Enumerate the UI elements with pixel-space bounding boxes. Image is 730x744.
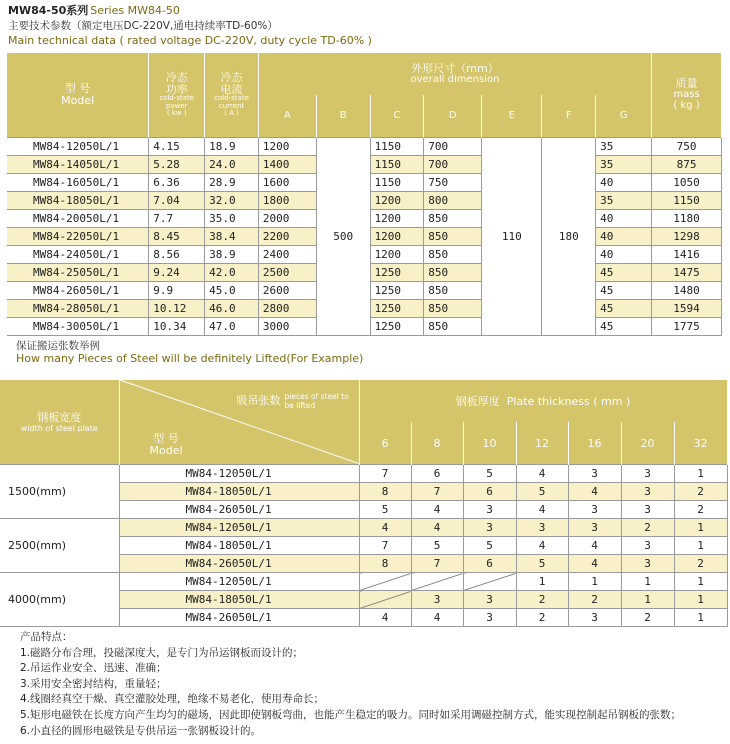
cell-G: 40 [596,245,652,263]
cell-model: MW84-18050L/1 [119,537,359,555]
cell-model: MW84-18050L/1 [119,483,359,501]
cell-power: 7.04 [149,191,205,209]
cell-C: 1200 [370,245,424,263]
col-group-dimension: 外形尺寸（mm） overall dimension [258,53,651,95]
feature-item: 2.吊运作业安全、迅速、准确； [20,662,167,675]
cell-E-merged: 110 [482,137,542,335]
cell-D: 800 [424,191,482,209]
cell-A: 2500 [258,263,316,281]
cell-pieces: 5 [463,537,516,555]
cell-mass: 1180 [652,209,722,227]
cell-power: 9.24 [149,263,205,281]
cell-pieces: 3 [411,591,463,609]
cell-C: 1250 [370,281,424,299]
cell-pieces: 5 [411,537,463,555]
cell-not-applicable [359,591,411,609]
cell-pieces: 4 [359,519,411,537]
cell-pieces: 8 [359,483,411,501]
table-row [0,519,727,537]
cell-model: MW84-12050L/1 [119,519,359,537]
cell-power: 4.15 [149,137,205,155]
params-title-en: Main technical data ( rated voltage DC-220V, duty cycle TD-60% ) [8,34,372,47]
cell-pieces: 2 [568,591,621,609]
cell-model: MW84-12050L/1 [119,573,359,591]
col-mass: 质量 mass ( kg ) [652,53,722,137]
cell-D: 700 [424,155,482,173]
col-E: E [482,95,542,137]
cell-C: 1150 [370,155,424,173]
cell-pieces: 7 [411,483,463,501]
cell-D: 850 [424,263,482,281]
feature-item: 1.磁路分布合理，投磁深度大，是专门为吊运钢板而设计的； [20,646,304,659]
cell-G: 40 [596,227,652,245]
cell-pieces: 6 [463,483,516,501]
feature-item: 3.采用安全密封结构，重量轻； [20,677,167,690]
cell-pieces: 6 [463,555,516,573]
cell-A: 1600 [258,173,316,191]
col-F: F [542,95,596,137]
cell-G: 35 [596,155,652,173]
cell-current: 18.9 [205,137,259,155]
cell-model: MW84-24050L/1 [7,245,149,263]
cell-current: 38.9 [205,245,259,263]
model-label: 型 号 Model [149,431,183,458]
cell-pieces: 6 [411,465,463,483]
cell-G: 45 [596,281,652,299]
col-plate-width: 钢板宽度 width of steel plate [0,380,119,465]
cell-C: 1150 [370,173,424,191]
cell-power: 10.34 [149,317,205,335]
series-title-en: Series MW84-50 [90,4,180,17]
col-thickness-10: 10 [463,422,516,464]
cell-D: 850 [424,299,482,317]
cell-C: 1200 [370,209,424,227]
cell-model: MW84-12050L/1 [119,465,359,483]
cell-mass: 1775 [652,317,722,335]
cell-pieces: 7 [411,555,463,573]
pieces-label: 吸吊张数 pieces of steel to be lifted [236,392,349,410]
cell-pieces: 3 [516,519,568,537]
lifted-note-en: How many Pieces of Steel will be definitely Lifted(For Example) [16,352,364,365]
cell-A: 2200 [258,227,316,245]
cell-D: 850 [424,245,482,263]
cell-model: MW84-28050L/1 [7,299,149,317]
cell-current: 47.0 [205,317,259,335]
cell-model: MW84-18050L/1 [119,591,359,609]
cell-pieces: 3 [463,591,516,609]
cell-pieces: 2 [621,609,674,627]
cell-pieces: 4 [411,501,463,519]
cell-C: 1200 [370,227,424,245]
cell-pieces: 3 [568,519,621,537]
col-G: G [596,95,652,137]
cell-pieces: 5 [359,501,411,519]
table-row [7,137,722,155]
cell-mass: 1050 [652,173,722,191]
table-row [0,573,727,591]
cell-A: 3000 [258,317,316,335]
col-power: 冷态 功率 cold-state power ( kw ) [149,53,205,137]
cell-mass: 1475 [652,263,722,281]
col-thickness-20: 20 [621,422,674,464]
cell-C: 1250 [370,299,424,317]
features-title: 产品特点： [20,631,73,643]
cell-current: 28.9 [205,173,259,191]
cell-plate-width: 1500(mm) [0,465,119,519]
cell-A: 1400 [258,155,316,173]
cell-pieces: 1 [674,465,727,483]
col-A: A [258,95,316,137]
cell-pieces: 1 [621,573,674,591]
cell-pieces: 2 [674,483,727,501]
cell-pieces: 2 [516,591,568,609]
cell-model: MW84-22050L/1 [7,227,149,245]
cell-power: 8.56 [149,245,205,263]
cell-pieces: 3 [568,501,621,519]
cell-not-applicable [463,573,516,591]
cell-model: MW84-26050L/1 [119,555,359,573]
cell-pieces: 4 [516,501,568,519]
cell-mass: 1150 [652,191,722,209]
cell-G: 45 [596,317,652,335]
cell-mass: 750 [652,137,722,155]
col-thickness-6: 6 [359,422,411,464]
cell-pieces: 4 [568,483,621,501]
cell-pieces: 3 [621,537,674,555]
cell-pieces: 3 [463,609,516,627]
feature-item: 4.线圈经真空干燥、真空灌胶处理，绝缘不易老化，使用寿命长； [20,693,325,706]
col-thickness-32: 32 [674,422,727,464]
cell-pieces: 4 [516,465,568,483]
cell-D: 850 [424,209,482,227]
cell-not-applicable [359,573,411,591]
cell-pieces: 1 [516,573,568,591]
cell-C: 1200 [370,191,424,209]
cell-pieces: 4 [411,519,463,537]
cell-pieces: 1 [674,519,727,537]
cell-pieces: 2 [516,609,568,627]
cell-A: 1800 [258,191,316,209]
table-row [0,465,727,483]
cell-pieces: 1 [674,537,727,555]
cell-current: 42.0 [205,263,259,281]
cell-model: MW84-14050L/1 [7,155,149,173]
cell-current: 45.0 [205,281,259,299]
cell-current: 32.0 [205,191,259,209]
col-D: D [424,95,482,137]
cell-D: 750 [424,173,482,191]
cell-model: MW84-18050L/1 [7,191,149,209]
cell-pieces: 4 [568,537,621,555]
cell-model: MW84-16050L/1 [7,173,149,191]
cell-current: 35.0 [205,209,259,227]
cell-not-applicable [411,573,463,591]
cell-G: 40 [596,173,652,191]
params-title-cn: 主要技术参数（额定电压DC-220V,通电持续率TD-60%） [8,20,278,32]
cell-power: 8.45 [149,227,205,245]
cell-pieces: 5 [516,483,568,501]
cell-mass: 1594 [652,299,722,317]
lifted-note-cn: 保证搬运张数举例 [16,340,100,352]
cell-C: 1250 [370,263,424,281]
series-title-cn: MW84-50系列 [8,4,89,17]
cell-C: 1250 [370,317,424,335]
cell-current: 24.0 [205,155,259,173]
cell-pieces: 3 [621,483,674,501]
cell-pieces: 4 [568,555,621,573]
cell-plate-width: 2500(mm) [0,519,119,573]
cell-A: 2800 [258,299,316,317]
cell-A: 2600 [258,281,316,299]
cell-power: 6.36 [149,173,205,191]
lifted-pieces-table [0,380,728,627]
cell-power: 9.9 [149,281,205,299]
cell-mass: 1480 [652,281,722,299]
cell-pieces: 2 [674,501,727,519]
features-list [20,646,681,740]
col-group-thickness: 钢板厚度 Plate thickness ( mm ) [359,380,727,422]
cell-pieces: 4 [359,609,411,627]
cell-model: MW84-20050L/1 [7,209,149,227]
cell-F-merged: 180 [542,137,596,335]
cell-power: 7.7 [149,209,205,227]
cell-pieces: 1 [674,591,727,609]
col-thickness-12: 12 [516,422,568,464]
cell-G: 35 [596,191,652,209]
cell-pieces: 5 [516,555,568,573]
cell-D: 850 [424,317,482,335]
cell-pieces: 1 [621,591,674,609]
cell-D: 700 [424,137,482,155]
cell-current: 46.0 [205,299,259,317]
col-current: 冷态 电流 cold-state current ( A ) [205,53,259,137]
cell-pieces: 7 [359,537,411,555]
cell-pieces: 8 [359,555,411,573]
cell-model: MW84-26050L/1 [119,501,359,519]
product-features [20,630,681,739]
cell-B-merged: 500 [316,137,370,335]
feature-item: 6.小直径的圆形电磁铁是专供吊运一张钢板设计的。 [20,724,262,737]
cell-pieces: 1 [568,573,621,591]
cell-plate-width: 4000(mm) [0,573,119,627]
cell-G: 45 [596,263,652,281]
col-B: B [316,95,370,137]
cell-power: 5.28 [149,155,205,173]
cell-pieces: 4 [516,537,568,555]
cell-pieces: 3 [568,609,621,627]
cell-pieces: 4 [411,609,463,627]
cell-mass: 875 [652,155,722,173]
cell-A: 1200 [258,137,316,155]
cell-pieces: 1 [674,609,727,627]
col-thickness-8: 8 [411,422,463,464]
series-title [8,4,180,18]
cell-C: 1150 [370,137,424,155]
technical-data-table [7,53,722,336]
cell-G: 35 [596,137,652,155]
cell-G: 45 [596,299,652,317]
feature-item: 5.矩形电磁铁在长度方向产生均匀的磁场，因此即使钢板弯曲，也能产生稳定的吸力。同时如采用调磁控制方式，能实现控制起吊钢板的张数； [20,708,682,721]
cell-G: 40 [596,209,652,227]
col-corner [119,380,359,465]
cell-mass: 1416 [652,245,722,263]
cell-D: 850 [424,281,482,299]
cell-pieces: 3 [621,501,674,519]
col-model: 型 号 Model [7,53,149,137]
cell-current: 38.4 [205,227,259,245]
cell-pieces: 5 [463,465,516,483]
cell-pieces: 2 [621,519,674,537]
cell-pieces: 3 [463,519,516,537]
cell-A: 2000 [258,209,316,227]
cell-pieces: 3 [463,501,516,519]
cell-model: MW84-12050L/1 [7,137,149,155]
cell-model: MW84-26050L/1 [119,609,359,627]
col-C: C [370,95,424,137]
cell-pieces: 2 [674,555,727,573]
cell-pieces: 7 [359,465,411,483]
col-thickness-16: 16 [568,422,621,464]
cell-model: MW84-26050L/1 [7,281,149,299]
cell-model: MW84-30050L/1 [7,317,149,335]
cell-power: 10.12 [149,299,205,317]
cell-pieces: 1 [674,573,727,591]
cell-A: 2400 [258,245,316,263]
cell-pieces: 3 [621,465,674,483]
cell-pieces: 3 [568,465,621,483]
cell-model: MW84-25050L/1 [7,263,149,281]
cell-pieces: 3 [621,555,674,573]
cell-mass: 1298 [652,227,722,245]
cell-D: 850 [424,227,482,245]
